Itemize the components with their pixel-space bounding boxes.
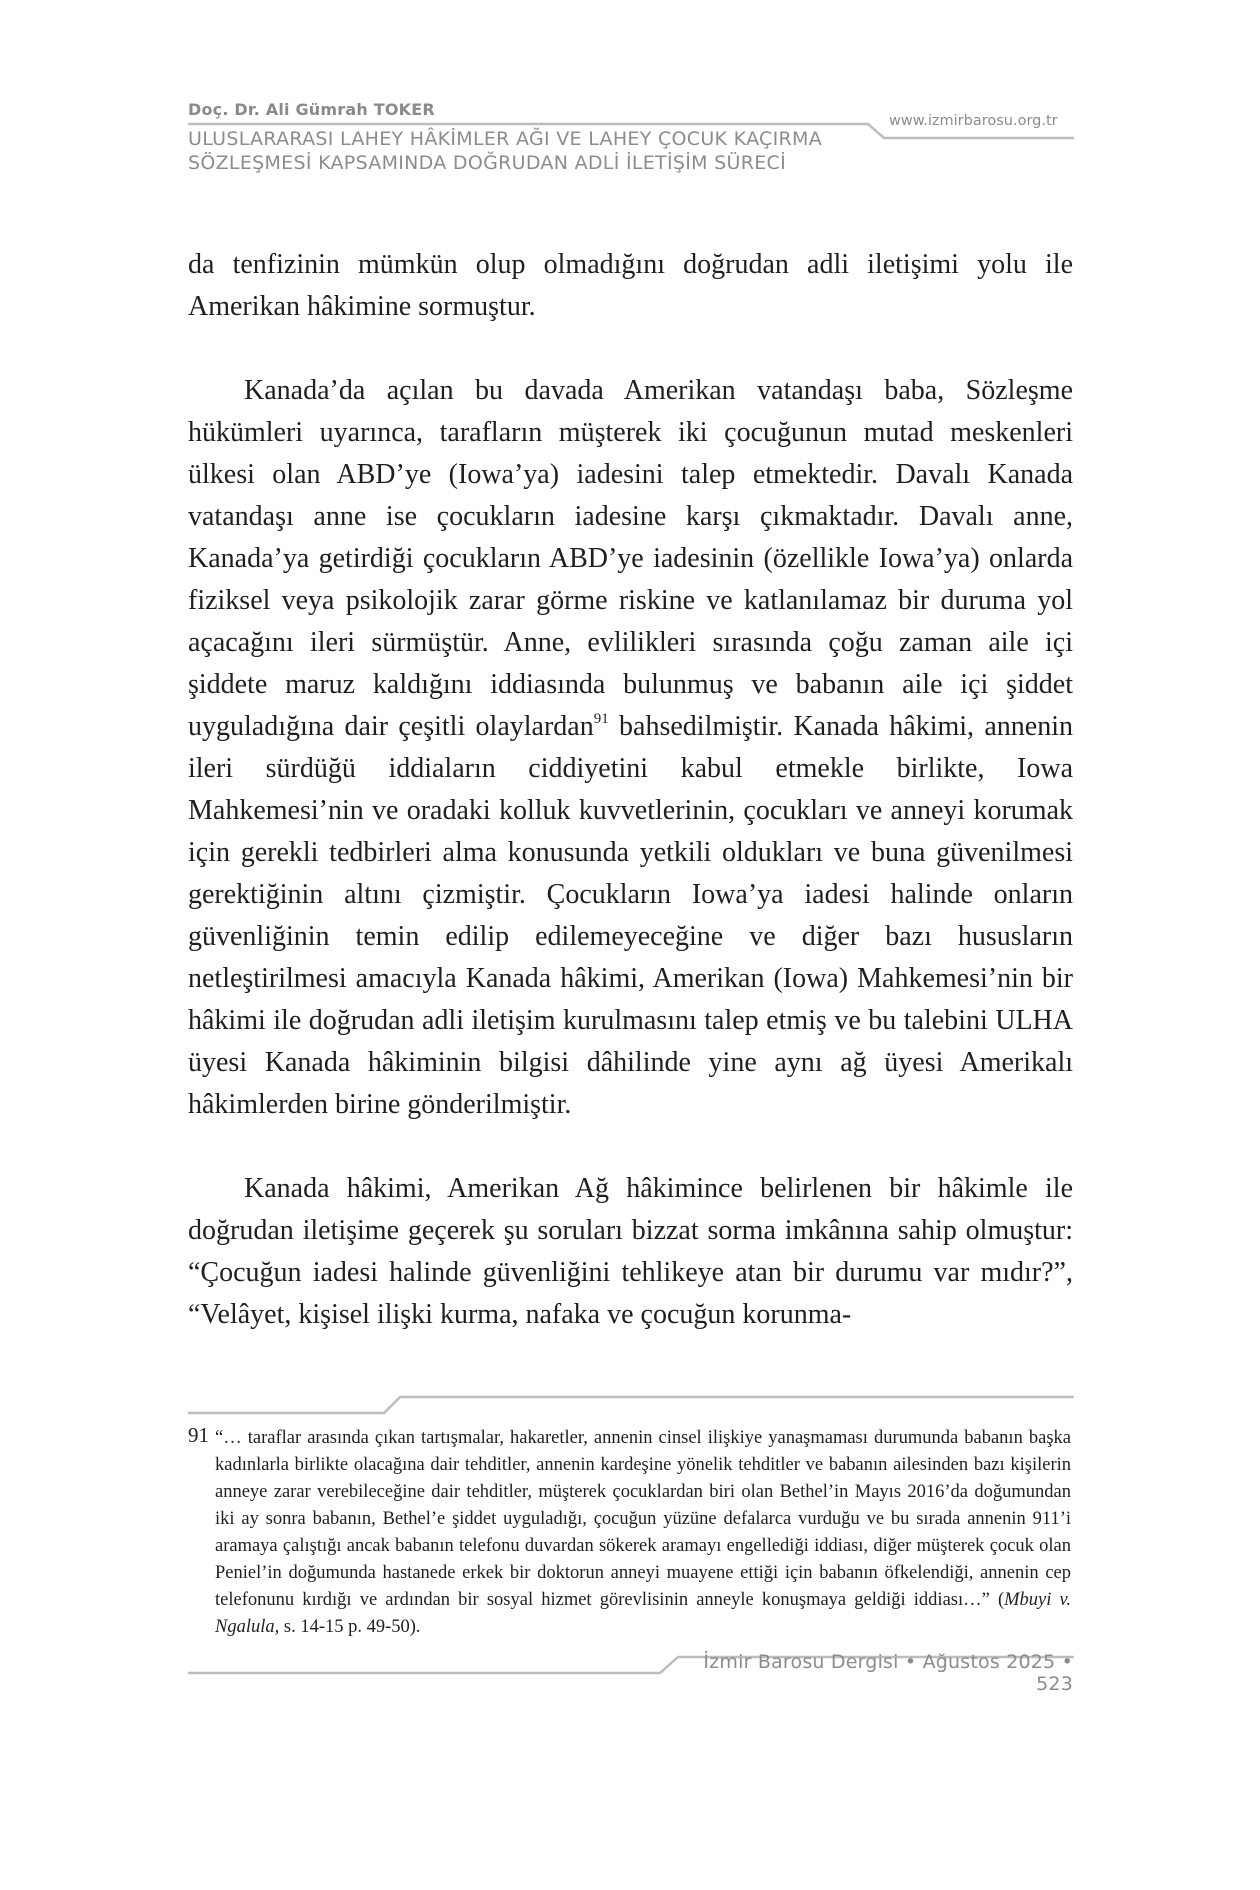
page-number: 523: [1036, 1673, 1073, 1695]
footnote-reference[interactable]: 91: [593, 711, 609, 727]
footnote-text: “… taraflar arasında çıkan tartışmalar, hakaretler, annenin cinsel ilişkiye yanaşmaması durumunda babanın başka kadınlarla birlikte olacağına dair tehditler, annenin kardeşine yönelik tehditler ve babanın ailesinden bazı kişilerin anneye zarar verebileceğine dair tehditler, müşterek çocuklardan biri olan Bethel’in Mayıs 2016’da doğumundan iki ay sonra babanın, Bethel’e şiddet uyguladığı, çocuğun yüzüne defalarca vurduğu ve bu sırada annenin 911’i aramaya çalıştığı ancak babanın telefonu duvardan sökerek aramayı engellediği iddiası, diğer müşterek çocuk olan Peniel’in doğumunda hastanede erkek bir doktorun anneyi muayene ettiği için babanın öfkelendiği, annenin cep telefonunu kırdığı ve ardından bir sosyal hizmet görevlisinin anneyle konuşmaya geldiği iddiası…” (: [215, 1428, 1071, 1610]
footer-issue-date: Ağustos 2025: [922, 1651, 1056, 1673]
header-title-line-1: ULUSLARARASI LAHEY HÂKİMLER AĞI VE LAHEY ÇOCUK KAÇIRMA: [188, 128, 822, 150]
footer-separator: •: [1061, 1651, 1073, 1673]
paragraph-3: Kanada hâkimi, Amerikan Ağ hâkimince belirlenen bir hâkimle ile doğrudan iletişime geçerek şu soruları bizzat sorma imkânına sahip olmuştur: “Çocuğun iadesi halinde güvenliğini tehlikeye atan bir durumu var mıdır?”, “Velâyet, kişisel ilişki kurma, nafaka ve çocuğun korunma-: [188, 1173, 1073, 1330]
footnote-rule-line: [188, 1397, 1074, 1413]
paragraph-1: da tenfizinin mümkün olup olmadığını doğrudan adli iletişimi yolu ile Amerikan hâkimine sormuştur.: [188, 249, 1073, 322]
footer-journal-name: İzmir Barosu Dergisi: [703, 1651, 899, 1673]
footnote-number: 91: [188, 1423, 209, 1447]
footnote-citation-pages: s. 14-15 p. 49-50).: [279, 1617, 421, 1637]
paragraph-2-text-a: Kanada’da açılan bu davada Amerikan vatandaşı baba, Sözleşme hükümleri uyarınca, tarafların müşterek iki çocuğunun mutad meskenleri ülkesi olan ABD’ye (Iowa’ya) iadesini talep etmektedir. Davalı Kanada vatandaşı anne ise çocukların iadesine karşı çıkmaktadır. Davalı anne, Kanada’ya getirdiği çocukların ABD’ye iadesinin (özellikle Iowa’ya) onlarda fiziksel veya psikolojik zarar görme riskine ve katlanılamaz bir duruma yol açacağını ileri sürmüştür. Anne, evlilikleri sırasında çoğu zaman aile içi şiddete maruz kaldığını iddiasında bulunmuş ve babanın aile içi şiddet uyguladığına dair çeşitli olaylardan: [188, 375, 1073, 742]
footnote-91: [188, 1425, 1071, 1641]
paragraph-2-text-b: bahsedilmiştir. Kanada hâkimi, annenin ileri sürdüğü iddiaların ciddiyetini kabul etmekle birlikte, Iowa Mahkemesi’nin ve oradaki kolluk kuvvetlerinin, çocukları ve anneyi korumak için gerekli tedbirleri alma konusunda yetkili oldukları ve buna güvenilmesi gerektiğinin altını çizmiştir. Çocukların Iowa’ya iadesi halinde onların güvenliğinin temin edilip edilemeyeceğine ve diğer bazı hususların netleştirilmesi amacıyla Kanada hâkimi, Amerikan (Iowa) Mahkemesi’nin bir hâkimi ile doğrudan adli iletişim kurulmasını talep etmiş ve bu talebini ULHA üyesi Kanada hâkiminin bilgisi dâhilinde yine aynı ağ üyesi Amerikalı hâkimlerden birine gönderilmiştir.: [188, 711, 1073, 1120]
header-title-line-2: SÖZLEŞMESİ KAPSAMINDA DOĞRUDAN ADLİ İLETİŞİM SÜRECİ: [188, 152, 786, 174]
header-author: Doç. Dr. Ali Gümrah TOKER: [188, 100, 435, 119]
footer-separator: •: [904, 1651, 917, 1673]
footnote-case-citation: Mbuyi v. Ngalula,: [215, 1590, 1071, 1637]
page-footer: [683, 1651, 1073, 1695]
header-website: www.izmirbarosu.org.tr: [889, 113, 1058, 129]
